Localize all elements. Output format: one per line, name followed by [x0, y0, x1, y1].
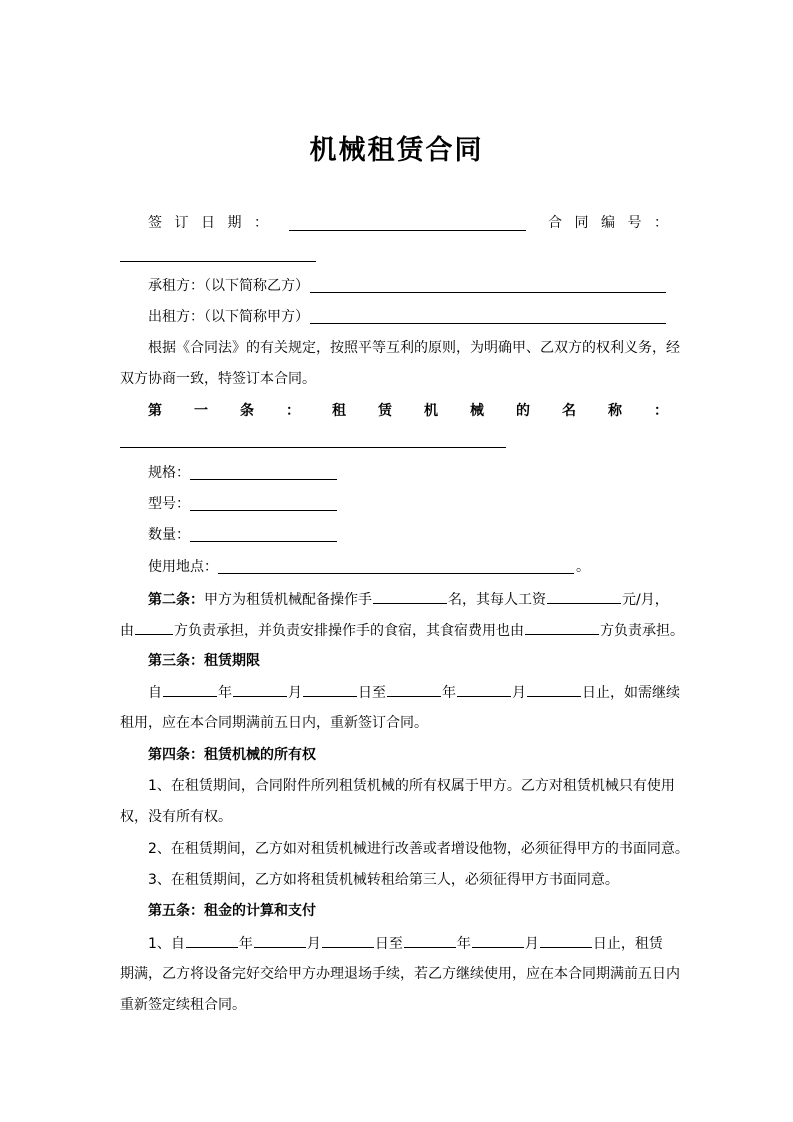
model-label: 型号：	[148, 496, 190, 512]
article3-heading: 第三条：租赁期限	[148, 653, 260, 669]
machine-name-blank	[120, 447, 506, 448]
article4-item3: 3、在租赁期间，乙方如将租赁机械转租给第三人，必须征得甲方书面同意。	[148, 872, 619, 888]
article4-item2: 2、在租赁期间，乙方如对租赁机械进行改善或者增设他物，必须征得甲方的书面同意。	[148, 841, 689, 857]
lessee-label: 承租方：（以下简称乙方）	[148, 278, 309, 294]
intro-line-2: 双方协商一致，特签订本合同。	[120, 371, 316, 387]
article3-line-1: 自 年 月 日至 年 月 日止，如需继续	[148, 682, 703, 703]
quantity-blank	[190, 541, 337, 542]
spec-label: 规格：	[148, 465, 190, 481]
location-blank	[218, 573, 574, 574]
article2-line-2: 由 方负责承担，并负责安排操作手的食宿，其食宿费用也由 方负责承担。	[120, 620, 675, 641]
lessor-label: 出租方：（以下简称甲方）	[148, 309, 309, 325]
lessee-blank	[310, 292, 666, 293]
article1-heading: 第 一 条 ： 租 赁 机 械 的 名 称 ：	[148, 403, 668, 419]
quantity-label: 数量：	[148, 527, 190, 543]
article4-heading: 第四条：租赁机械的所有权	[148, 747, 316, 763]
sign-date-blank	[289, 230, 526, 231]
location-period: 。	[576, 559, 590, 575]
model-blank	[190, 510, 337, 511]
article4-item1-line-1: 1、在租赁期间，合同附件所列租赁机械的所有权属于甲方。乙方对租赁机械只有使用	[148, 778, 675, 794]
article5-heading: 第五条：租金的计算和支付	[148, 903, 316, 919]
location-label: 使用地点：	[148, 559, 218, 575]
spec-blank	[190, 479, 337, 480]
intro-line-1: 根据《合同法》的有关规定，按照平等互利的原则，为明确甲、乙双方的权利义务，经	[148, 340, 680, 356]
sign-date-label: 签 订 日 期 ：	[148, 215, 268, 231]
article4-item1-line-2: 权，没有所有权。	[120, 809, 232, 825]
article3-line-2: 租用，应在本合同期满前五日内，重新签订合同。	[120, 715, 428, 731]
article5-item1-line-3: 重新签定续租合同。	[120, 997, 246, 1013]
article5-item1-line-2: 期满，乙方将设备完好交给甲方办理退场手续，若乙方继续使用，应在本合同期满前五日内	[120, 966, 680, 982]
contract-number-blank	[120, 261, 316, 262]
lessor-blank	[310, 323, 666, 324]
contract-number-label: 合 同 编 号 ：	[548, 215, 668, 231]
article5-item1-line-1: 1、自 年 月 日至 年 月 日止，租赁	[148, 933, 703, 954]
document-title: 机械租赁合同	[309, 135, 484, 166]
article2-line-1: 第二条：甲方为租赁机械配备操作手 名，其每人工资 元/月，	[148, 589, 703, 610]
